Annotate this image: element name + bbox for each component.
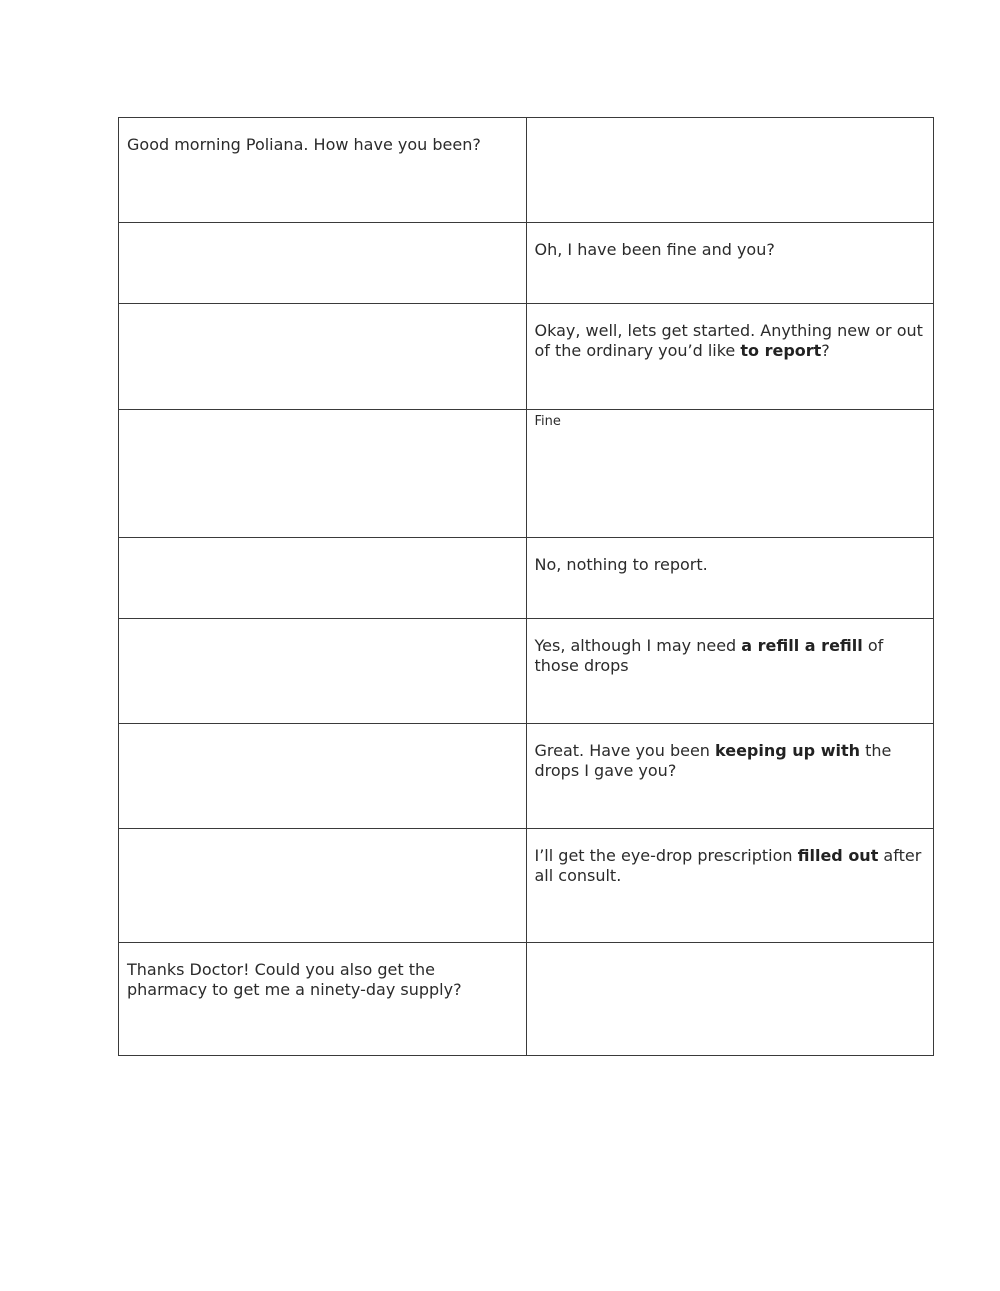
- cell-text: Fine: [534, 414, 561, 429]
- left-cell: [119, 223, 527, 304]
- table-row: [119, 304, 934, 410]
- left-cell: [119, 410, 527, 538]
- right-cell: [526, 619, 934, 724]
- table-row: [119, 223, 934, 304]
- cell-text: Good morning Poliana. How have you been?: [127, 135, 481, 154]
- cell-text: No, nothing to report.: [534, 555, 708, 574]
- dialogue-table: [118, 117, 934, 1056]
- bold-phrase: a refill a refill: [741, 636, 863, 655]
- bold-phrase: to report: [740, 341, 822, 360]
- cell-text: Thanks Doctor! Could you also get the pharmacy to get me a ninety-day supply?: [127, 960, 462, 999]
- table-row: [119, 410, 934, 538]
- cell-text: Okay, well, lets get started. Anything new or out of the ordinary you’d like: [534, 321, 923, 360]
- cell-text: Oh, I have been fine and you?: [534, 240, 775, 259]
- cell-text: the drops I gave you?: [534, 741, 892, 780]
- bold-phrase: filled out: [797, 846, 879, 865]
- cell-text: I’ll get the eye-drop prescription: [534, 846, 798, 865]
- table-row: [119, 538, 934, 619]
- right-cell: [526, 724, 934, 829]
- left-cell: [119, 829, 527, 943]
- left-cell: [119, 118, 527, 223]
- cell-text: Yes, although I may need: [534, 636, 742, 655]
- right-cell: [526, 538, 934, 619]
- table-row: [119, 724, 934, 829]
- table-row: [119, 829, 934, 943]
- left-cell: [119, 619, 527, 724]
- cell-text: of those drops: [534, 636, 884, 675]
- table-row: [119, 943, 934, 1056]
- cell-text: ?: [821, 341, 830, 360]
- bold-phrase: keeping up with: [715, 741, 860, 760]
- left-cell: [119, 304, 527, 410]
- right-cell: [526, 829, 934, 943]
- table-row: [119, 118, 934, 223]
- right-cell: [526, 410, 934, 538]
- left-cell: [119, 943, 527, 1056]
- left-cell: [119, 724, 527, 829]
- right-cell: [526, 304, 934, 410]
- right-cell: [526, 118, 934, 223]
- table-row: [119, 619, 934, 724]
- left-cell: [119, 538, 527, 619]
- right-cell: [526, 223, 934, 304]
- cell-text: after all consult.: [534, 846, 922, 885]
- cell-text: Great. Have you been: [534, 741, 716, 760]
- right-cell: [526, 943, 934, 1056]
